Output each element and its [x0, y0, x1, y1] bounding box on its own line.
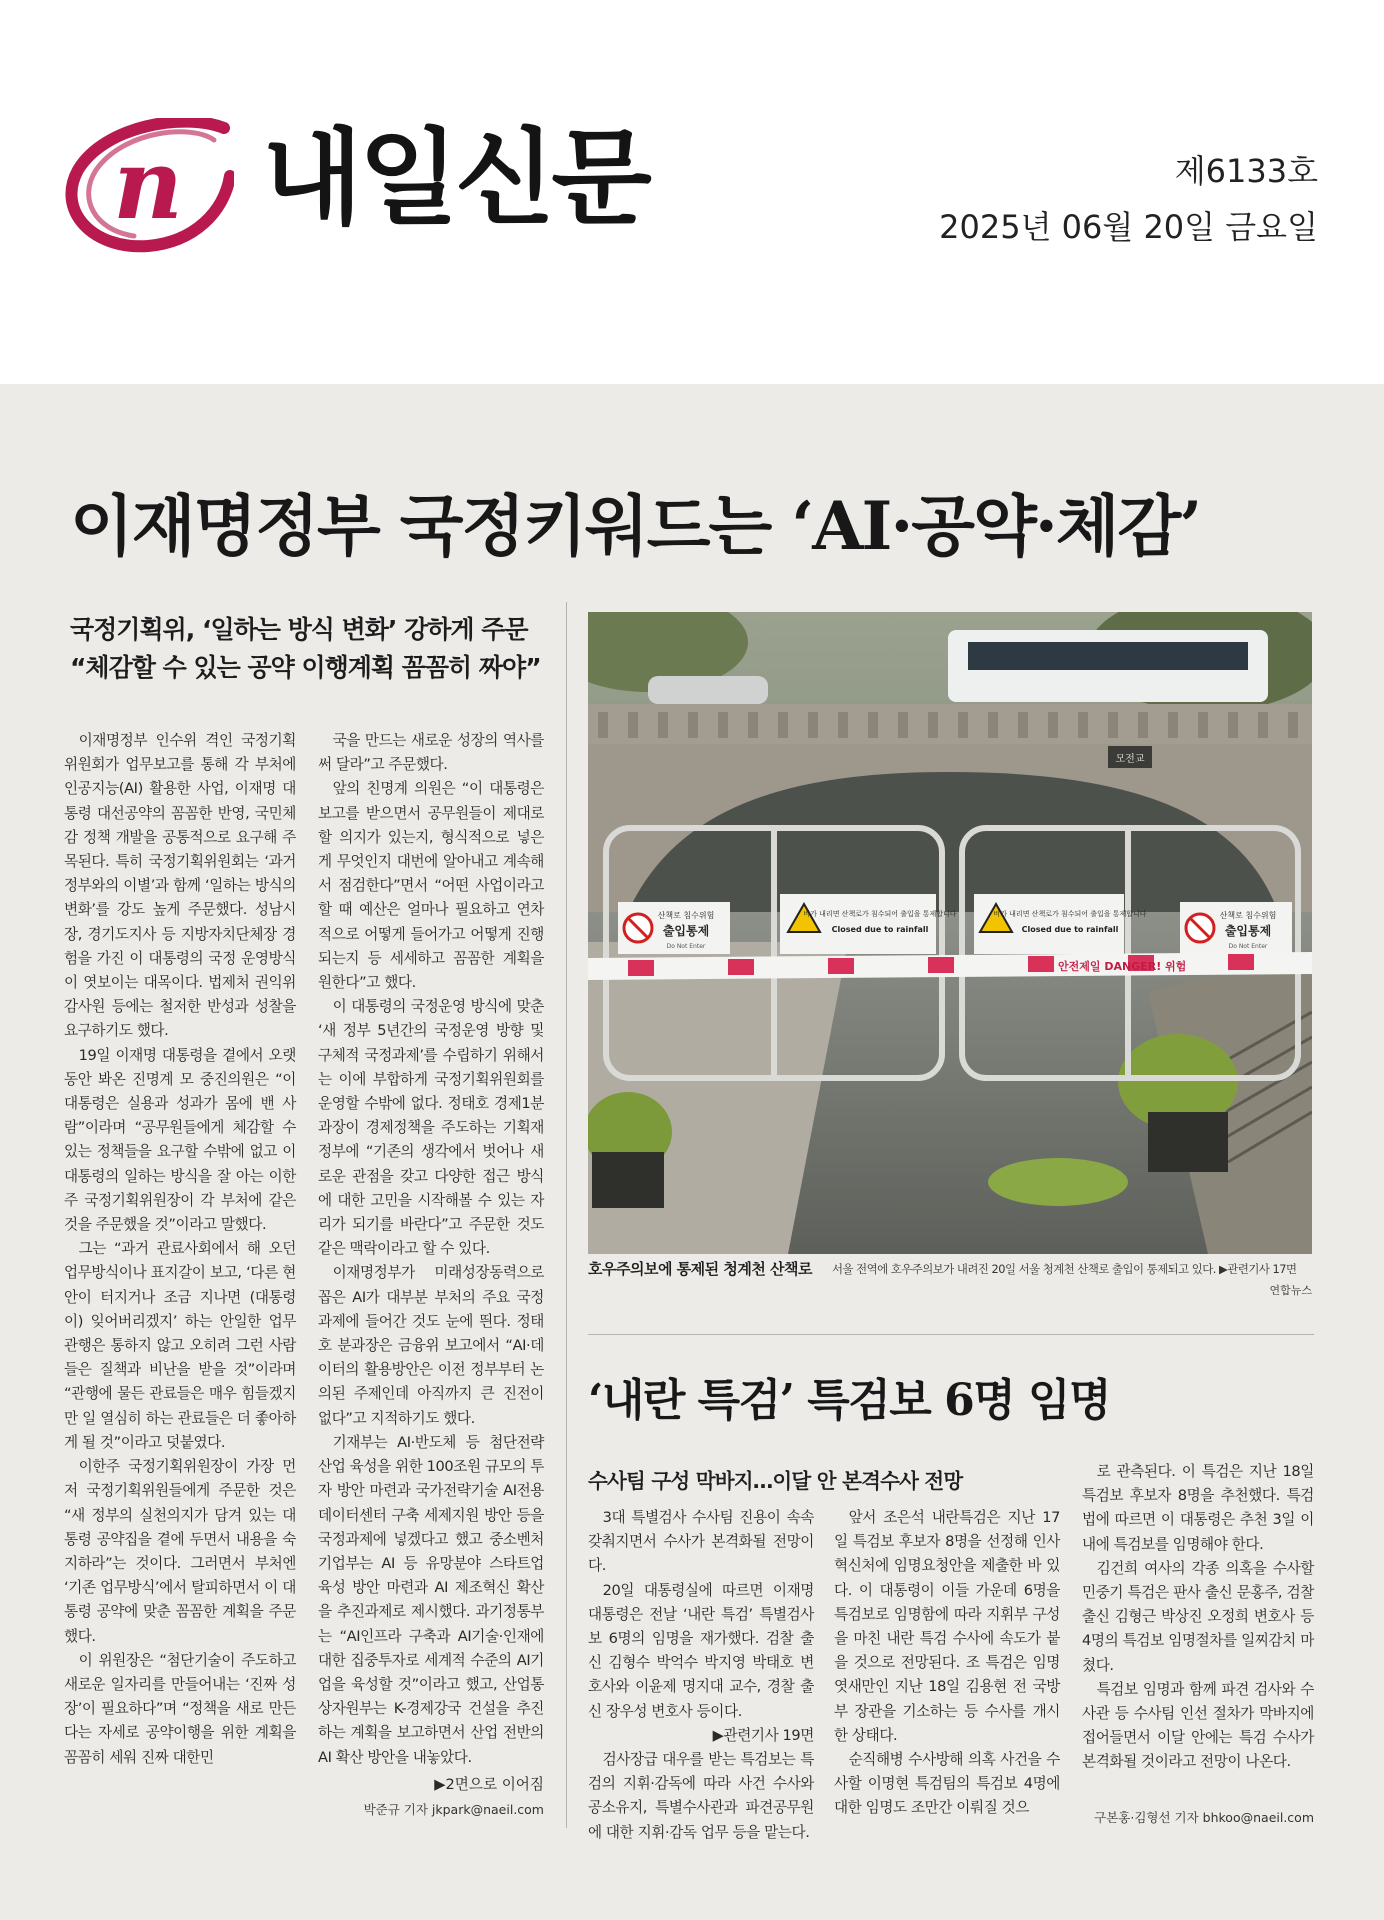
- no-entry-sign-left: [618, 902, 730, 954]
- issue-number: 제6133호: [1174, 152, 1318, 190]
- second-byline: 구본홍·김형선 기자 bhkoo@naeil.com: [1094, 1810, 1314, 1825]
- paragraph: 이재명정부가 미래성장동력으로 꼽은 AI가 대부분 부처의 주요 국정과제에 들어간 것도 눈에 띈다. 정태호 분과장은 금융위 보고에서 “AI·데이터의 활용방안은 이전 정부부터 논의된 주제인데 아직까지 큰 진전이 없다”고 지적하기도 했다.: [318, 1264, 544, 1427]
- issue-date: 2025년 06월 20일 금요일: [939, 208, 1318, 246]
- paragraph: 로 관측된다. 이 특검은 지난 18일 특검보 후보자 8명을 추천했다. 특검법에 따르면 이 대통령은 추천 3일 이내에 특검보를 임명해야 한다.: [1082, 1463, 1314, 1553]
- rain-sign-right: [974, 894, 1147, 954]
- paragraph: 국을 만드는 새로운 성장의 역사를 써 달라”고 주문했다.: [318, 732, 544, 774]
- paragraph: 기재부는 AI·반도체 등 첨단전략 산업 육성을 위한 100조원 규모의 투자 방안 마련과 국가전략기술 AI전용 데이터센터 구축 세제지원 방안 등을 국정과제에 넣겠다고 했고 중소벤처기업부는 AI 등 유망분야 스타트업 육성 방안 마련과 AI 제조혁신 확산을 추진과제로 제시했다. 과기정통부는 “AI인프라 구축과 AI기술·인재에 대한 집중투자로 세계적 수준의 AI기업을 육성할 것”이라고 했고, 산업통상자원부는 K-경제강국 건설을 추진하는 계획을 보고하면서 산업 전반의 AI 확산 방안을 내놓았다.: [318, 1433, 544, 1766]
- second-column-2: [834, 1506, 1060, 1821]
- second-subhead: 수사팀 구성 막바지…이달 안 본격수사 전망: [588, 1469, 963, 1493]
- paragraph: 이 대통령의 국정운영 방식에 맞춘 ‘새 정부 5년간의 국정운영 방향 및 구체적 국정과제’를 수립하기 위해서는 이에 부합하게 국정기획위원회를 운영할 수밖에 없다. 정태호 경제1분과장이 경제정책을 주도하는 기획재정부에 “기존의 생각에서 벗어나 새로운 관점을 갖고 다양한 접근 방식에 대한 고민을 시작해볼 수 있는 자리가 되기를 바란다”고 주문한 것도 같은 맥락이라고 할 수 있다.: [318, 998, 544, 1258]
- no-entry-title-left: 산책로 침수위험: [657, 911, 715, 920]
- lead-column-2: [318, 729, 544, 1770]
- paragraph: 김건희 여사의 각종 의혹을 수사할 민중기 특검은 판사 출신 문홍주, 검찰 출신 김형근 박상진 오정희 변호사 등 4명의 특검보 임명절차를 일찌감치 마쳤다.: [1082, 1559, 1314, 1674]
- photo-caption-text: 서울 전역에 호우주의보가 내려진 20일 서울 청계천 산책로 출입이 통제되고 있다. ▶관련기사 17면: [832, 1262, 1297, 1276]
- paragraph: 3대 특별검사 수사팀 진용이 속속 갖춰지면서 수사가 본격화될 전망이다.: [588, 1509, 814, 1575]
- lead-subhead-2: “체감할 수 있는 공약 이행계획 꼼꼼히 짜야”: [70, 653, 541, 682]
- logo-letter: n: [113, 128, 183, 241]
- second-column-3: [1082, 1460, 1314, 1775]
- paragraph: 특검보 임명과 함께 파견 검사와 수사관 등 수사팀 인선 절차가 막바지에 접어들면서 이달 안에는 특검 수사가 본격화될 것이라고 전망이 나온다.: [1082, 1680, 1314, 1771]
- paragraph: 검사장급 대우를 받는 특검보는 특검의 지휘·감독에 따라 사건 수사와 공소유지, 특별수사관과 파견공무원에 대한 지휘·감독 업무 등을 맡는다.: [588, 1751, 814, 1841]
- related-article-note: ▶관련기사 19면: [712, 1726, 814, 1744]
- paragraph: 이재명정부 인수위 격인 국정기획위원회가 업무보고를 통해 각 부처에 인공지능(AI) 활용한 사업, 이재명 대통령 대선공약의 꼼꼼한 반영, 국민체감 정책 개발을 공통적으로 요구해 주목된다. 특히 국정기획위원회는 ‘과거 정부와의 이별’과 함께 ‘일하는 방식의 변화’를 강도 높게 주문했다. 성남시장, 경기도지사 등 지방자치단체장 경험을 가진 이 대통령의 국정 운영방식이 엿보이는 대목이다. 법제처 권익위 감사원 등에는 철저한 반성과 성찰을 요구하기도 했다.: [64, 732, 296, 1040]
- naeil-logo-icon: [64, 118, 234, 254]
- no-entry-title-right: 산책로 침수위험: [1219, 911, 1277, 920]
- no-entry-main-left: 출입통제: [662, 924, 710, 938]
- paragraph: 앞서 조은석 내란특검은 지난 17일 특검보 후보자 8명을 선정해 인사혁신처에 임명요청안을 제출한 바 있다. 이 대통령이 이들 가운데 6명을 특검보로 임명함에 따라 지휘부 구성을 마친 내란 특검 수사에 속도가 붙을 것으로 전망된다. 조 특검은 임명 엿새만인 지난 18일 김용현 전 국방부 장관을 기소하는 등 수사를 개시한 상태다.: [834, 1509, 1060, 1744]
- paper-name: 내일신문: [262, 117, 648, 239]
- paragraph: 앞의 친명계 의원은 “이 대통령은 보고를 받으면서 공무원들이 제대로 할 의지가 있는지, 형식적으로 넣은 게 무엇인지 대번에 알아내고 계속해서 점검한다”면서 “어떤 사업이라고 할 때 예산은 얼마나 필요하고 연차적으로 어떻게 들어가고 어떻게 진행되는지 등 세세하고 꼼꼼한 계획을 원한다”고 했다.: [318, 780, 544, 992]
- photo-caption-title: 호우주의보에 통제된 청계천 산책로: [588, 1260, 813, 1278]
- paragraph: 이한주 국정기획위원장이 가장 먼저 국정기획위원들에게 주문한 것은 “새 정부의 실천의지가 담겨 있는 대통령 공약집을 곁에 두면서 내용을 숙지하라”는 것이다. 그러면서 부처엔 ‘기존 업무방식’에서 탈피하면서 이 대통령 공약에 맞춘 꼼꼼한 계획을 주문했다.: [64, 1458, 296, 1645]
- paragraph: 19일 이재명 대통령을 곁에서 오랫동안 봐온 진명계 모 중진의원은 “이 대통령은 실용과 성과가 몸에 밴 사람”이라며 “공무원들에게 체감할 수 있는 정책들을 요구할 수밖에 없고 이 대통령의 일하는 방식을 잘 아는 이한주 국정기획위원장이 각 부처에 같은 것을 주문했을 것”이라고 말했다.: [64, 1046, 296, 1234]
- news-photo: [588, 612, 1312, 1254]
- rain-sign-en-right: Closed due to rainfall: [1021, 925, 1119, 934]
- no-entry-en-left: Do Not Enter: [666, 943, 706, 950]
- masthead: [0, 0, 1384, 384]
- rain-sign-en-left: Closed due to rainfall: [831, 925, 929, 934]
- second-column-1-after: [588, 1748, 814, 1845]
- second-headline: ‘내란 특검’ 특검보 6명 임명: [588, 1375, 1111, 1426]
- continued-note: ▶2면으로 이어짐: [434, 1776, 544, 1793]
- lead-subhead-1: 국정기획위, ‘일하는 방식 변화’ 강하게 주문: [70, 615, 528, 644]
- photo-credit: 연합뉴스: [1269, 1284, 1312, 1297]
- lead-column-1: [64, 729, 296, 1770]
- bridge-sign: 모전교: [1115, 754, 1145, 765]
- paragraph: 그는 “과거 관료사회에서 해 오던 업무방식이나 표지갈이 보고, ‘다른 현안이 터지거나 조금 지나면 (대통령이) 잊어버리겠지’ 하는 안일한 업무 관행은 통하지 않고 오히려 그런 사람들은 질책과 비난을 받을 것”이라며 “관행에 물든 관료들은 매우 힘들겠지만 일 열심히 하는 관료들은 더 좋아하게 될 것”이라고 덧붙였다.: [64, 1240, 296, 1451]
- lead-byline: 박준규 기자 jkpark@naeil.com: [363, 1802, 544, 1817]
- column-divider: [566, 602, 567, 1828]
- second-column-1: [588, 1506, 814, 1845]
- paragraph: 순직해병 수사방해 의혹 사건을 수사할 이명현 특검팀의 특검보 4명에 대한 임명도 조만간 이뤄질 것으: [834, 1751, 1060, 1817]
- no-entry-sign-right: [1180, 902, 1292, 954]
- rain-sign-title-right: 비가 내리면 산책로가 침수되어 출입을 통제합니다: [993, 910, 1147, 918]
- no-entry-main-right: 출입통제: [1224, 924, 1272, 938]
- rain-sign-left: [780, 894, 957, 954]
- second-column-1-body: [588, 1506, 814, 1724]
- no-entry-en-right: Do Not Enter: [1228, 943, 1268, 950]
- cheonggyecheon-photo-illustration: [588, 612, 1312, 1254]
- danger-tape-text: 안전제일 DANGER! 위험: [1058, 960, 1187, 973]
- paragraph: 20일 대통령실에 따르면 이재명 대통령은 전날 ‘내란 특검’ 특별검사보 6명의 임명을 재가했다. 검찰 출신 김형수 박억수 박지영 박태호 변호사와 이윤제 명지대 교수, 경찰 출신 장우성 변호사 등이다.: [588, 1581, 814, 1720]
- lead-headline: 이재명정부 국정키워드는 ‘AI·공약·체감’: [70, 487, 1201, 565]
- rain-sign-title-left: 비가 내리면 산책로가 침수되어 출입을 통제합니다: [803, 910, 957, 918]
- story-divider: [588, 1334, 1314, 1335]
- paragraph: 이 위원장은 “첨단기술이 주도하고 새로운 일자리를 만들어내는 ‘진짜 성장’이 필요하다”며 “정책을 새로 만든다는 자세로 공약이행을 위한 계획을 꼼꼼히 세워 진짜 대한민: [64, 1651, 296, 1766]
